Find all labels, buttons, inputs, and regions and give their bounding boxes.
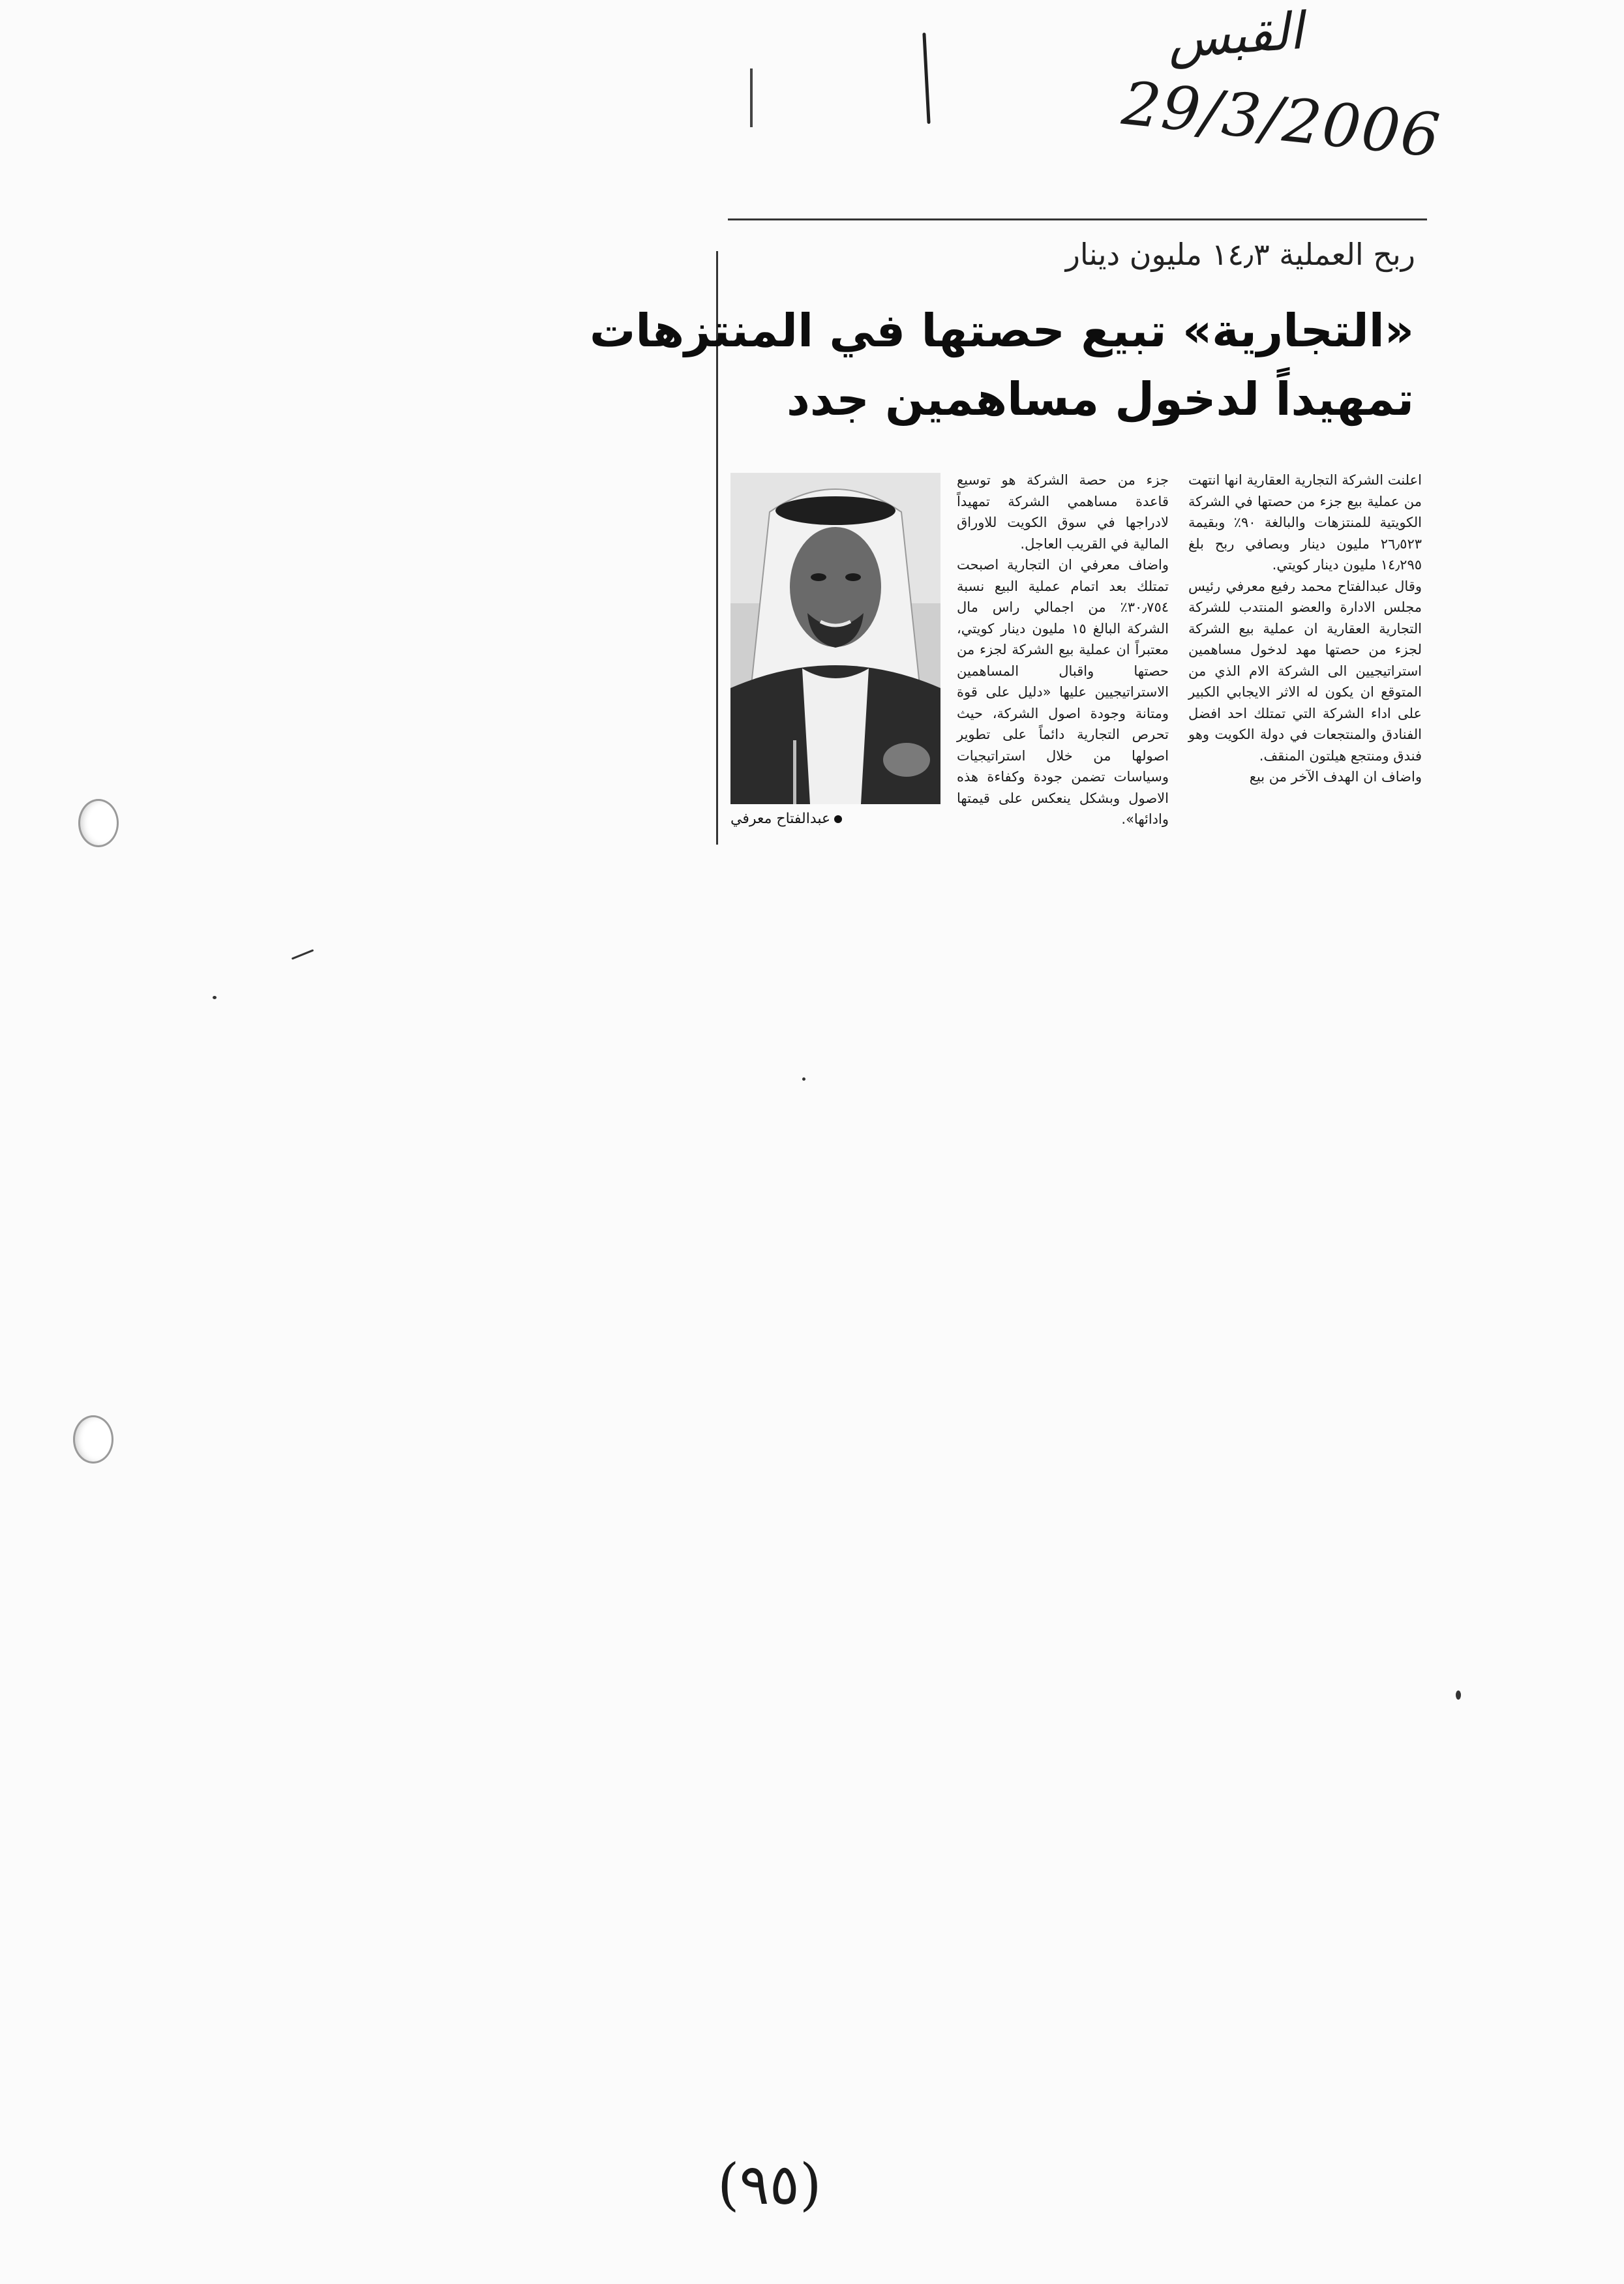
handwritten-source-name: القبس [1165, 1, 1305, 70]
article-kicker: ربح العملية ١٤٫٣ مليون دينار [1065, 237, 1415, 272]
handwritten-date: 29/3/2006 [1119, 68, 1444, 172]
article-headline [590, 297, 1414, 434]
article-paragraph: واضاف معرفي ان التجارية اصبحت تمتلك بعد اتمام عملية البيع نسبة ٣٠٫٧٥٤٪ من اجمالي راس مال الشركة البالغ ١٥ مليون دينار كويتي، معتبراً ان عملية بيع الشركة لجزء من حصتها واقبال المساهمين الاستراتيجيين عليها «دليل على قوة ومتانة وجودة اصول الشركة، حيث تحرص التجارية دائماً على تطوير اصولها من خلال استراتيجيات وسياسات تضمن جودة وكفاءة هذه الاصول وبشكل ينعكس على قيمتها وادائها». [957, 557, 1169, 827]
article-paragraph: جزء من حصة الشركة هو توسيع قاعدة مساهمي الشركة تمهيداً لادراجها في سوق الكويت للاوراق المالية في القريب العاجل. [957, 472, 1169, 552]
punch-hole-bottom [73, 1415, 113, 1464]
handwritten-stroke [922, 33, 930, 124]
article-paragraph: واضاف ان الهدف الآخر من بيع [1249, 769, 1422, 785]
caption-bullet-icon [834, 815, 842, 823]
handwritten-page-number: (٩٥) [717, 2152, 822, 2217]
photo-caption [730, 811, 940, 827]
portrait-photo-illustration [730, 473, 940, 804]
article-paragraph: وقال عبدالفتاح محمد رفيع معرفي رئيس مجلس الادارة والعضو المنتدب للشركة التجارية العقارية ان عملية بيع الشركة لجزء من حصتها مهد لدخول مساهمين استراتيجيين الى الشركة الام الذي من المتوقع ان يكون له الاثر الايجابي الكبير على اداء الشركة التي تمتلك احد افضل الفنادق والمنتجعات في دولة الكويت وهو فندق ومنتجع هيلتون المنقف. [1188, 578, 1422, 764]
scan-speck [802, 1077, 805, 1081]
punch-hole-top [78, 799, 119, 847]
scan-dash [292, 949, 314, 959]
article-paragraph: اعلنت الشركة التجارية العقارية انها انتهت من عملية بيع جزء من حصتها في الشركة الكويتية للمنتزهات والبالغة ٩٠٪ وبقيمة ٢٦٫٥٢٣ مليون دينار وبصافي ربح بلغ ١٤٫٢٩٥ مليون دينار كويتي. [1188, 472, 1422, 573]
article-column-right [1188, 470, 1422, 788]
clipping-right-tick [750, 68, 753, 127]
newspaper-clipping [590, 218, 1428, 854]
clipping-top-rule [728, 218, 1427, 220]
scan-speck [213, 996, 217, 999]
headline-line-2: تمهيداً لدخول مساهمين جدد [786, 372, 1414, 426]
headline-line-1: «التجارية» تبيع حصتها في المنتزهات [590, 304, 1414, 357]
article-column-middle [957, 470, 1169, 830]
scan-speck [1456, 1690, 1461, 1700]
portrait-photo [730, 473, 940, 804]
photo-caption-text: عبدالفتاح معرفي [730, 811, 831, 827]
